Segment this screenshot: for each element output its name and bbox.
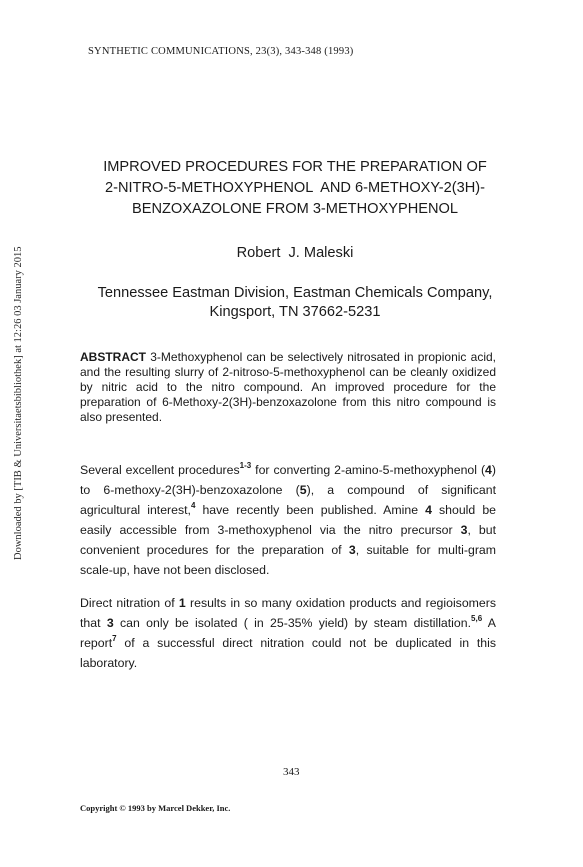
affiliation (60, 284, 530, 322)
abstract (80, 350, 496, 425)
text-run: should be easily accessible from 3-methoxyphenol via the nitro precursor (80, 503, 496, 537)
text-run: of a successful direct nitration could not be duplicated in this laboratory. (80, 636, 496, 670)
paper-title (60, 157, 530, 220)
citation-superscript: 4 (190, 501, 196, 510)
citation-superscript: 1-3 (239, 461, 252, 470)
body-paragraph-1 (80, 460, 496, 580)
text-run: , but convenient procedures for the preparation of (80, 523, 496, 557)
text-run: can only be isolated ( in 25-35% yield) by steam distillation. (113, 616, 472, 630)
compound-number: 4 (485, 463, 492, 477)
text-run: results in so many oxidation products and regioisomers that (80, 596, 496, 630)
affiliation-line-1: Tennessee Eastman Division, Eastman Chemicals Company, (97, 285, 493, 301)
compound-number: 1 (178, 596, 186, 610)
compound-number: 5 (299, 483, 307, 497)
compound-number: 4 (425, 503, 432, 517)
affiliation-line-2: Kingsport, TN 37662-5231 (209, 304, 381, 320)
text-run: A report (80, 616, 496, 650)
text-run: , suitable for multi-gram scale-up, have not been disclosed. (80, 543, 496, 577)
compound-number: 3 (348, 543, 356, 557)
text-run: for converting 2-amino-5-methoxyphenol ( (251, 463, 486, 477)
title-line-3: BENZOXAZOLONE FROM 3-METHOXYPHENOL (132, 201, 458, 217)
text-run: have recently been published. Amine (195, 503, 426, 517)
title-line-2: 2-NITRO-5-METHOXYPHENOL AND 6-METHOXY-2(3H)- (104, 180, 486, 196)
text-run: Several excellent procedures (80, 463, 240, 477)
abstract-text: 3-Methoxyphenol can be selectively nitrosated in propionic acid, and the resulting slurry of 2-nitroso-5-methoxyphenol can be cleanly oxidized by nitric acid to the nitro compound. An improved procedure for the preparation of 6-Methoxy-2(3H)-benzoxazolone from this nitro compound is also presented. (80, 350, 496, 424)
download-watermark: Downloaded by [TIB & Universitaetsbibliothek] at 12:26 03 January 2015 (13, 246, 24, 560)
author-name: Robert J. Maleski (236, 245, 354, 261)
body-paragraph-2 (80, 593, 496, 673)
citation-superscript: 5,6 (471, 614, 483, 623)
text-run: ), a compound of significant agricultural interest, (80, 483, 496, 517)
text-run: ) to 6-methoxy-2(3H)-benzoxazolone ( (80, 463, 496, 497)
title-line-1: IMPROVED PROCEDURES FOR THE PREPARATION OF (103, 159, 487, 175)
citation-superscript: 7 (112, 634, 117, 643)
page-number: 343 (283, 766, 300, 778)
compound-number: 3 (106, 616, 114, 630)
abstract-label: ABSTRACT (80, 350, 146, 364)
journal-header: SYNTHETIC COMMUNICATIONS, 23(3), 343-348 (1993) (88, 46, 354, 57)
compound-number: 3 (460, 523, 468, 537)
text-run: Direct nitration of (80, 596, 179, 610)
copyright-notice: Copyright © 1993 by Marcel Dekker, Inc. (80, 803, 231, 813)
